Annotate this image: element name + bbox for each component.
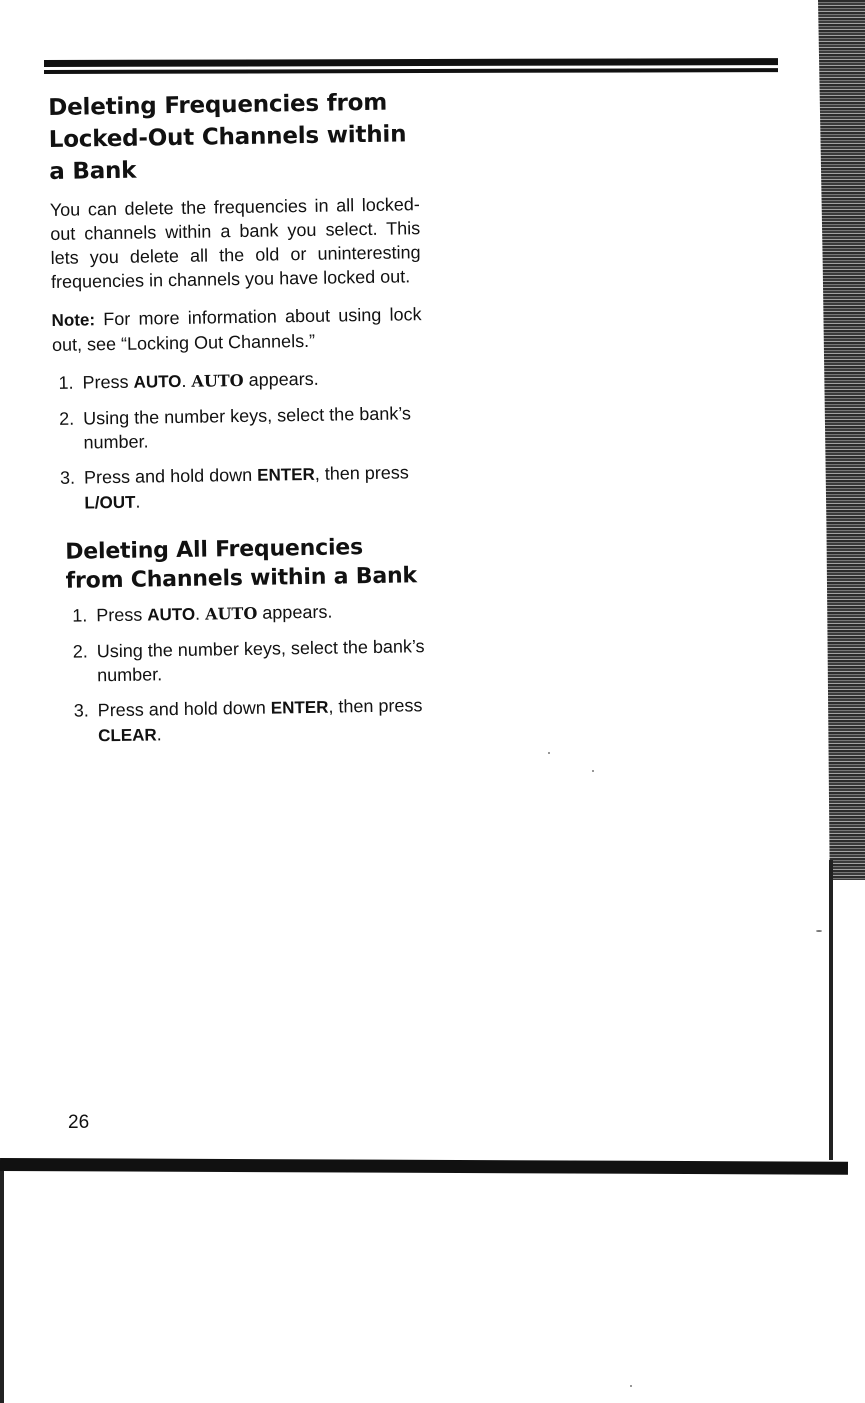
section2-heading: Deleting All Frequencies from Channels within a Bank <box>65 535 418 594</box>
key-name: L/OUT <box>84 492 136 513</box>
display-text: AUTO <box>191 370 244 391</box>
section1-heading: Deleting Frequencies from Locked-Out Channels within a Bank <box>48 89 407 185</box>
step-text: , then press <box>314 462 409 484</box>
list-item <box>67 634 428 688</box>
bottom-rule <box>0 1158 848 1175</box>
step-text: Press <box>96 604 148 626</box>
step-text: Press <box>82 371 134 393</box>
scan-speck <box>630 1385 632 1387</box>
display-text: AUTO <box>204 603 258 624</box>
step-text: Using the number keys, select the bank’s number. <box>82 403 412 453</box>
scan-edge-shadow <box>818 0 865 880</box>
scan-left-edge <box>0 1165 4 1403</box>
step-text: , then press <box>328 695 423 717</box>
step-text: Press and hold down <box>97 697 271 721</box>
scan-speck <box>592 770 594 772</box>
step-number: 1. <box>58 372 74 393</box>
key-name: ENTER <box>270 697 329 718</box>
scan-speck <box>548 752 550 754</box>
step-text: . <box>181 370 192 391</box>
list-item <box>54 460 425 516</box>
step-text: Press and hold down <box>83 464 258 488</box>
step-text: . <box>194 603 206 624</box>
page-number: 26 <box>68 1112 90 1133</box>
scan-edge-line <box>829 860 833 1160</box>
step-number: 3. <box>59 467 76 488</box>
note-label: Note: <box>51 310 96 330</box>
step-text: appears. <box>257 601 333 623</box>
section1-steps <box>52 365 424 516</box>
step-text: . <box>156 724 162 745</box>
key-name: CLEAR <box>97 725 157 746</box>
list-item <box>68 693 429 749</box>
section1-paragraph: You can delete the frequencies in all locked-out channels within a bank you select. This lets you delete all the old or uninteresting frequencies in channels you have locked out. <box>49 194 421 292</box>
top-rule-thin <box>44 68 778 74</box>
top-rule-thick <box>44 58 778 67</box>
step-number: 2. <box>72 641 88 662</box>
scan-speck <box>816 930 822 932</box>
note-text: For more information about using lock out, see “Locking Out Channels.” <box>51 304 422 355</box>
key-name: ENTER <box>257 464 315 485</box>
list-item <box>52 365 422 396</box>
section1-note <box>51 302 422 357</box>
step-text: . <box>135 491 141 512</box>
section2-steps <box>56 598 428 749</box>
key-name: AUTO <box>133 371 182 392</box>
step-number: 3. <box>73 700 89 721</box>
key-name: AUTO <box>147 604 196 625</box>
step-text: Using the number keys, select the bank’s number. <box>96 636 425 686</box>
page-content <box>48 86 428 760</box>
step-number: 1. <box>72 605 88 626</box>
step-number: 2. <box>58 408 75 429</box>
step-text: appears. <box>243 368 319 390</box>
list-item <box>53 401 424 455</box>
list-item <box>66 598 426 629</box>
